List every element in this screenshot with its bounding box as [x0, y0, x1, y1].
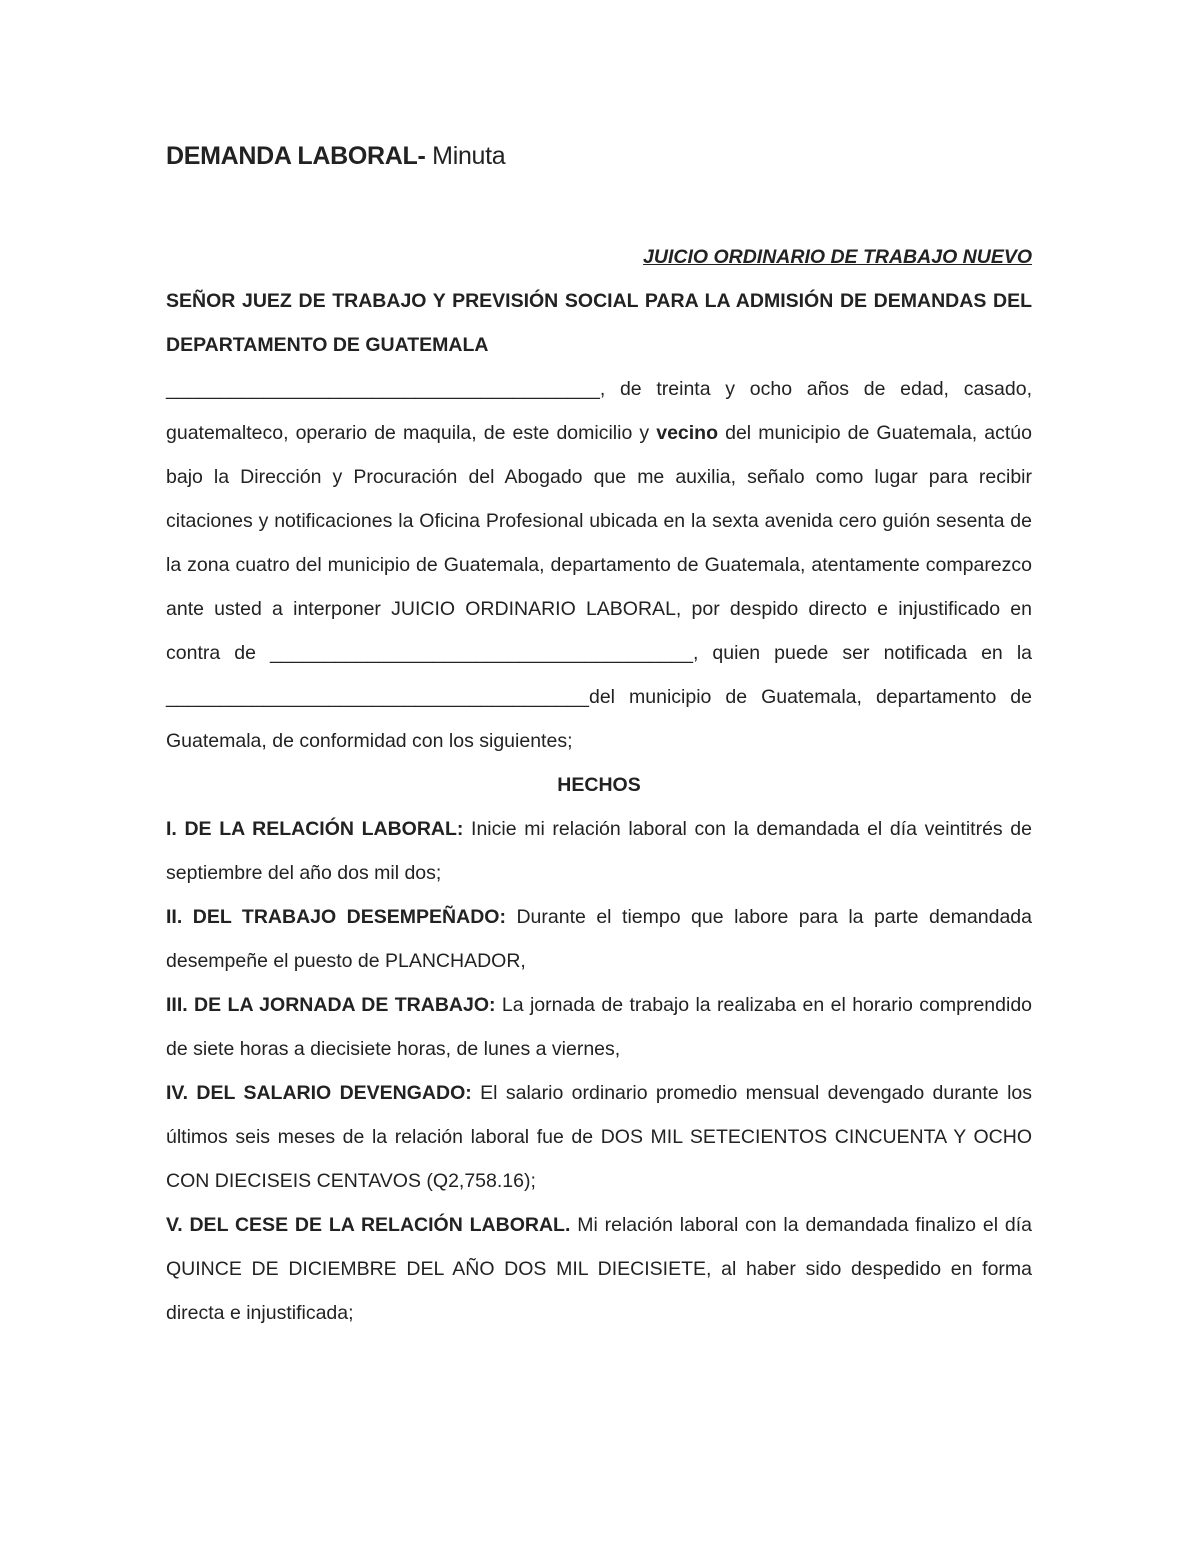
hecho-text: Inicie mi relación laboral con la demandada el día veintitrés de septiembre del año dos mil dos; [166, 818, 1032, 884]
document-title [166, 138, 1032, 174]
blank-plaintiff-name: ________________________________________ [166, 378, 600, 400]
intro-vecino: vecino [656, 422, 719, 444]
hecho-heading: V. DEL CESE DE LA RELACIÓN LABORAL. [166, 1214, 571, 1236]
hecho-heading: II. DEL TRABAJO DESEMPEÑADO: [166, 906, 506, 928]
hechos-heading: HECHOS [557, 774, 641, 796]
hecho-text: Durante el tiempo que labore para la parte demandada desempeñe el puesto de PLANCHADOR, [166, 906, 1032, 972]
document-subtitle: JUICIO ORDINARIO DE TRABAJO NUEVO [643, 246, 1032, 268]
blank-defendant-address: _______________________________________ [166, 686, 589, 708]
hecho-item [166, 983, 1032, 1071]
hecho-item [166, 807, 1032, 895]
intro-paragraph [166, 367, 1032, 763]
addressee: SEÑOR JUEZ DE TRABAJO Y PREVISIÓN SOCIAL PARA LA ADMISIÓN DE DEMANDAS DEL DEPARTAMENTO DE GUATEMALA [166, 290, 1032, 356]
blank-defendant-name: _______________________________________ [269, 642, 693, 664]
hecho-text: Mi relación laboral con la demandada finalizo el día QUINCE DE DICIEMBRE DEL AÑO DOS MIL DIECISIETE, al haber sido despedido en forma directa e injustificada; [166, 1214, 1032, 1324]
title-rest: Minuta [425, 142, 506, 170]
hecho-text: El salario ordinario promedio mensual devengado durante los últimos seis meses de la relación laboral fue de DOS MIL SETECIENTOS CINCUENTA Y OCHO CON DIECISEIS CENTAVOS (Q2,758.16); [166, 1082, 1032, 1192]
intro-text-1: , de treinta y ocho años de edad, casado, guatemalteco, operario de maquila, de este domicilio y [166, 378, 1032, 444]
hecho-item [166, 1203, 1032, 1335]
title-bold: DEMANDA LABORAL- [166, 142, 426, 170]
hecho-text: La jornada de trabajo la realizaba en el horario comprendido de siete horas a diecisiete horas, de lunes a viernes, [166, 994, 1033, 1060]
intro-text-3: , quien puede ser notificada en la [692, 642, 1032, 664]
intro-text-4: del municipio de Guatemala, departamento de Guatemala, de conformidad con los siguientes; [166, 686, 1032, 752]
hecho-heading: IV. DEL SALARIO DEVENGADO: [166, 1082, 472, 1104]
document-page [166, 138, 1032, 1335]
hecho-item [166, 1071, 1032, 1203]
intro-text-2: del municipio de Guatemala, actúo bajo la Dirección y Procuración del Abogado que me auxilia, señalo como lugar para recibir citaciones y notificaciones la Oficina Profesional ubicada en la sexta avenida cero guión sesenta de la zona cuatro del municipio de Guatemala, departamento de Guatemala, atentamente comparezco ante usted a interponer JUICIO ORDINARIO LABORAL, por despido directo e injustificado en contra de [166, 422, 1032, 664]
hecho-item [166, 895, 1032, 983]
hecho-heading: III. DE LA JORNADA DE TRABAJO: [166, 994, 496, 1016]
hecho-heading: I. DE LA RELACIÓN LABORAL: [166, 818, 464, 840]
